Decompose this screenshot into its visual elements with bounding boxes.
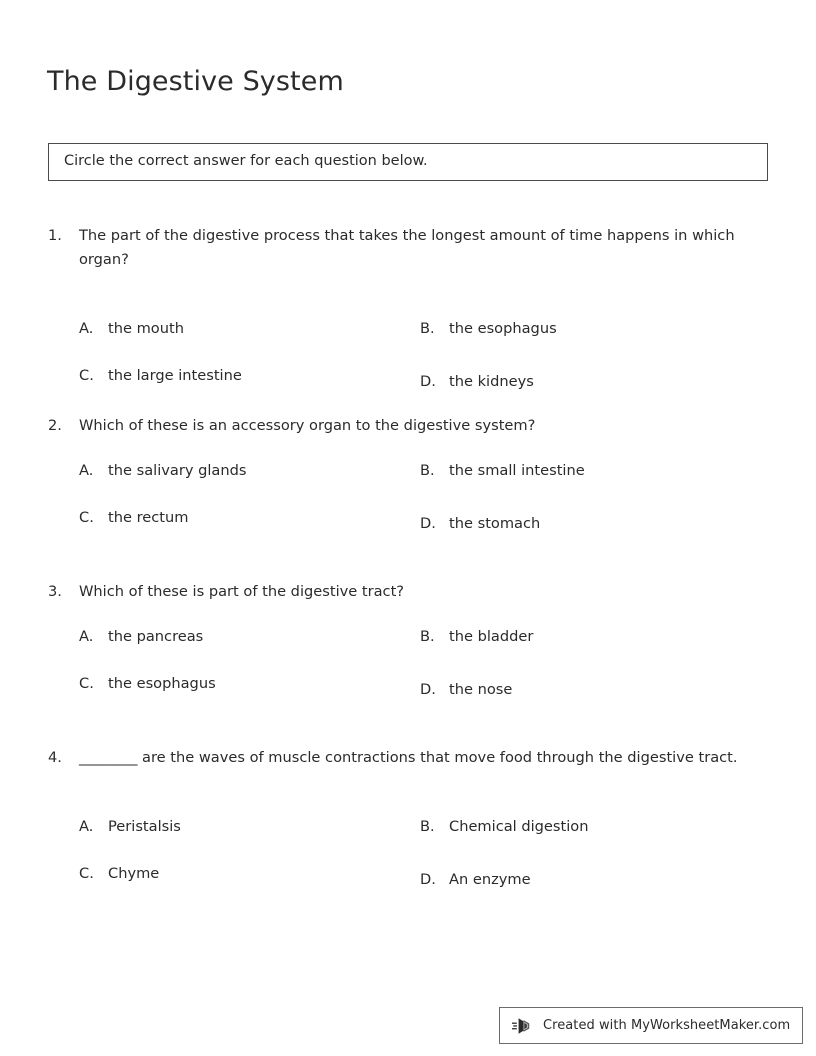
question-number: 1.	[48, 227, 62, 244]
instruction-text: Circle the correct answer for each question below.	[64, 153, 428, 170]
option-letter: B.	[420, 818, 435, 835]
option-text: the kidneys	[449, 373, 534, 390]
worksheet-maker-logo-icon	[512, 1015, 534, 1037]
option-letter: A.	[79, 320, 94, 337]
option-text: the esophagus	[108, 675, 216, 692]
option-letter: C.	[79, 675, 94, 692]
option-letter: D.	[420, 515, 436, 532]
option-letter: C.	[79, 367, 94, 384]
option-text: the small intestine	[449, 462, 585, 479]
option-text: the pancreas	[108, 628, 204, 645]
option-c[interactable]	[79, 507, 188, 528]
option-c[interactable]	[79, 863, 159, 884]
option-letter: A.	[79, 628, 94, 645]
option-text: the rectum	[108, 509, 189, 526]
option-letter: D.	[420, 871, 436, 888]
option-a[interactable]	[79, 626, 203, 647]
question-item-3	[48, 580, 774, 696]
option-d[interactable]	[420, 679, 512, 700]
option-a[interactable]	[79, 816, 181, 837]
option-letter: B.	[420, 462, 435, 479]
option-text: the esophagus	[449, 320, 557, 337]
option-letter: D.	[420, 373, 436, 390]
question-text: Which of these is an accessory organ to the digestive system?	[79, 417, 536, 434]
created-with-badge[interactable]	[499, 1007, 803, 1044]
question-prompt-row	[48, 414, 774, 438]
question-number: 4.	[48, 749, 62, 766]
question-item-2	[48, 414, 774, 530]
option-text: the salivary glands	[108, 462, 247, 479]
option-text: Peristalsis	[108, 818, 181, 835]
options-group	[48, 438, 774, 530]
option-text: Chyme	[108, 865, 160, 882]
option-letter: C.	[79, 509, 94, 526]
question-item-1	[48, 224, 774, 390]
option-a[interactable]	[79, 460, 246, 481]
instruction-box	[48, 143, 768, 181]
option-text: An enzyme	[449, 871, 531, 888]
question-text: Which of these is part of the digestive tract?	[79, 583, 405, 600]
question-item-4	[48, 746, 774, 888]
question-text: ________ are the waves of muscle contractions that move food through the digestive tract.	[79, 749, 738, 766]
option-letter: A.	[79, 462, 94, 479]
option-b[interactable]	[420, 460, 585, 481]
option-d[interactable]	[420, 371, 534, 392]
option-d[interactable]	[420, 869, 531, 890]
option-text: the stomach	[449, 515, 541, 532]
option-letter: C.	[79, 865, 94, 882]
options-group	[48, 770, 774, 888]
option-b[interactable]	[420, 318, 557, 339]
option-d[interactable]	[420, 513, 540, 534]
options-group	[48, 272, 774, 390]
option-letter: D.	[420, 681, 436, 698]
option-text: the mouth	[108, 320, 184, 337]
option-text: the bladder	[449, 628, 534, 645]
question-number: 2.	[48, 417, 62, 434]
option-c[interactable]	[79, 673, 216, 694]
option-letter: A.	[79, 818, 94, 835]
option-a[interactable]	[79, 318, 184, 339]
question-prompt-row	[48, 580, 774, 604]
created-with-label: Created with MyWorksheetMaker.com	[543, 1018, 791, 1033]
question-text: The part of the digestive process that takes the longest amount of time happens in which organ?	[79, 227, 735, 268]
option-c[interactable]	[79, 365, 242, 386]
option-text: Chemical digestion	[449, 818, 589, 835]
question-prompt-row	[48, 224, 774, 272]
question-number: 3.	[48, 583, 62, 600]
option-b[interactable]	[420, 816, 588, 837]
page-title: The Digestive System	[47, 66, 344, 98]
question-prompt-row	[48, 746, 774, 770]
option-b[interactable]	[420, 626, 533, 647]
option-text: the large intestine	[108, 367, 242, 384]
option-letter: B.	[420, 628, 435, 645]
options-group	[48, 604, 774, 696]
option-text: the nose	[449, 681, 513, 698]
option-letter: B.	[420, 320, 435, 337]
